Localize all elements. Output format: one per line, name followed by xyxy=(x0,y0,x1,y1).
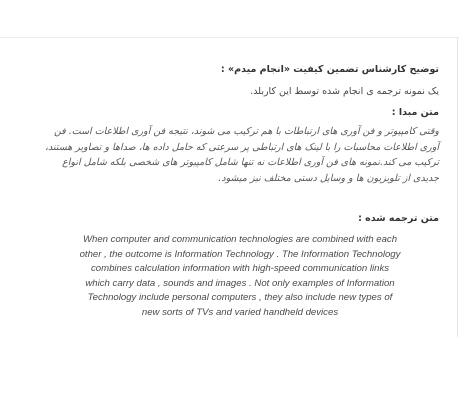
translated-text-line: When computer and communication technologies are combined with each xyxy=(82,234,398,245)
qa-expert-note: یک نمونه ترجمه ی انجام شده توسط این کاربلد. xyxy=(250,86,439,97)
translated-text-body xyxy=(40,233,440,321)
right-divider xyxy=(457,37,458,337)
source-text-heading: متن مبدا : xyxy=(391,107,439,118)
translated-text-heading: متن ترجمه شده : xyxy=(358,213,439,224)
source-text-line: آوری اطلاعات محاسبات را با لینک های ارتباطی پر سرعتی که حامل داده ها، صداها و تصاویر هستند، xyxy=(44,141,439,153)
translated-text-line: other , the outcome is Information Technology . The Information Technology xyxy=(79,248,401,260)
qa-expert-heading: توضیح کارشناس تضمین کیفیت «انجام میدم» : xyxy=(220,64,439,75)
top-divider xyxy=(0,37,459,38)
translated-text-line: new sorts of TVs and varied handheld devices xyxy=(141,306,339,318)
source-text-body xyxy=(19,124,439,186)
translated-text-line: which carry data , sounds and images . Not only examples of Information xyxy=(85,277,395,289)
translated-text-line: Technology include personal computers , they also include new types of xyxy=(87,292,393,304)
source-text-line: ترکیب می کند.نمونه های فن آوری اطلاعات نه تنها شامل کامپیوتر های شخصی بلکه شامل انواع xyxy=(62,157,439,168)
source-text-line: جدیدی از تلویزیون ها و وسایل دستی مختلف نیز میشود. xyxy=(218,172,439,184)
translated-text-line: combines calculation information with high-speed communication links xyxy=(90,263,390,275)
source-text-line: وقتی کامپیوتر و فن آوری های ارتباطات با هم ترکیب می شوند، نتیجه فن آوری اطلاعات است. فن xyxy=(53,126,439,137)
